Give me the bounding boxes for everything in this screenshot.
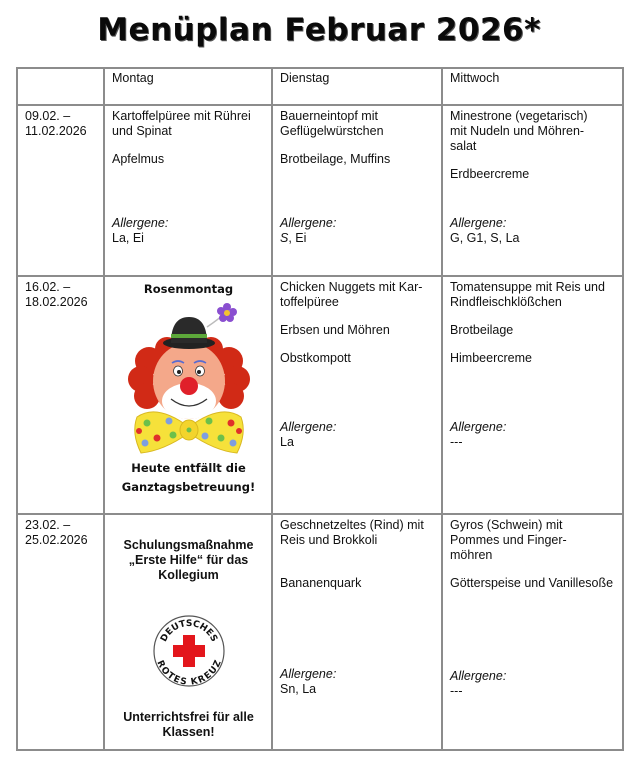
allergens: Allergene: Sn, La [280,667,337,696]
table-row-week-2 [17,276,623,514]
menu-cell-mittwoch [442,514,623,750]
week-dates: 16.02. – 18.02.2026 [17,276,104,514]
flower-icon [217,303,237,322]
page-title: Menüplan Februar 2026* [97,12,541,48]
header-week-cell [17,68,104,105]
special-title: Schulungsmaßnahme „Erste Hilfe“ für das Kollegium [123,538,254,582]
allergens: Allergene: La, Ei [112,216,169,245]
clown-illustration [127,303,251,455]
week-dates: 09.02. – 11.02.2026 [17,105,104,276]
menu-cell-mittwoch [442,105,623,276]
dish: Minestrone (vegetarisch) mit Nudeln und Möhren-salat [450,109,588,153]
menu-cell-montag-special [104,514,272,750]
week-dates: 23.02. – 25.02.2026 [17,514,104,750]
allergens: Allergene: S, Ei [280,216,337,245]
dish: Erbsen und Möhren [280,323,390,337]
dish: Obstkompott [280,351,351,365]
menu-cell-dienstag [272,105,442,276]
table-row-week-1 [17,105,623,276]
svg-text:DEUTSCHES: DEUTSCHES [158,618,219,644]
svg-text:ROTES KREUZ: ROTES KREUZ [153,659,224,688]
dish: Kartoffelpüree mit Rührei und Spinat [112,109,251,138]
dish: Himbeercreme [450,351,532,365]
header-montag: Montag [104,68,272,105]
menu-cell-montag-special [104,276,272,514]
dish: Tomatensuppe mit Reis und Rindfleischklößchen [450,280,605,309]
dish: Apfelmus [112,152,165,166]
dish: Brotbeilage [450,323,514,337]
special-note: Heute entfällt die Ganztagsbetreuung! [121,461,256,494]
dish: Götterspeise und Vanillesoße [450,576,614,590]
dish: Bananenquark [280,576,362,590]
table-header-row [17,68,623,105]
menu-cell-dienstag [272,276,442,514]
special-note: Unterrichtsfrei für alle Klassen! [123,710,254,739]
header-mittwoch: Mittwoch [442,68,623,105]
drk-logo [152,614,226,688]
allergens: Allergene: G, G1, S, La [450,216,520,245]
dish: Gyros (Schwein) mit Pommes und Finger-möhren [450,518,567,562]
allergens: Allergene: --- [450,669,507,698]
dish: Bauerneintopf mit Geflügelwürstchen [280,109,384,138]
dish: Brotbeilage, Muffins [280,152,391,166]
header-dienstag: Dienstag [272,68,442,105]
special-title: Rosenmontag [143,282,234,296]
menu-cell-montag [104,105,272,276]
dish: Erdbeercreme [450,167,530,181]
allergens: Allergene: La [280,420,337,449]
allergens: Allergene: --- [450,420,507,449]
table-row-week-3 [17,514,623,750]
menu-cell-dienstag [272,514,442,750]
dish: Geschnetzeltes (Rind) mit Reis und Brokkoli [280,518,424,547]
dish: Chicken Nuggets mit Kar-toffelpüree [280,280,423,309]
menu-cell-mittwoch [442,276,623,514]
menu-table [16,67,624,751]
